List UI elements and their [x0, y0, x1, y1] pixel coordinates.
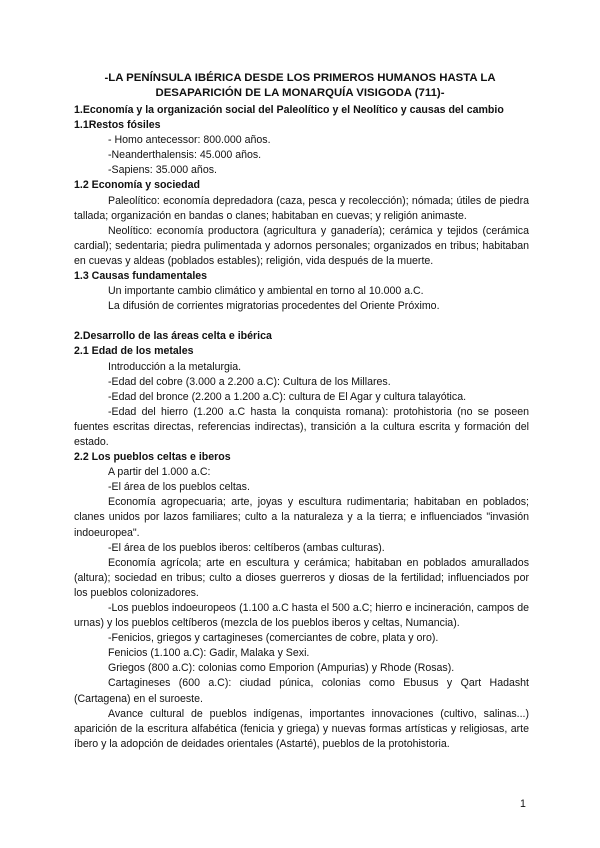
- paragraph: Griegos (800 a.C): colonias como Emporion (Ampurias) y Rhode (Rosas).: [108, 662, 455, 675]
- paragraph: -El área de los pueblos iberos: celtíberos (ambas culturas).: [108, 541, 385, 554]
- cause-item: La difusión de corrientes migratorias procedentes del Oriente Próximo.: [108, 300, 440, 313]
- paragraph: -Edad del bronce (2.200 a 1.200 a.C): cultura de El Agar y cultura talayótica.: [108, 390, 467, 403]
- fossil-item: - Homo antecessor: 800.000 años.: [108, 134, 271, 147]
- paragraph: Introducción a la metalurgia.: [108, 360, 242, 373]
- section-1-heading: 1.Economía y la organización social del Paleolítico y el Neolítico y causas del cambio: [74, 104, 504, 116]
- paragraph: Economía agrícola; arte en escultura y cerámica; habitaban en poblados amurallados (altura); sociedad en tribus; culto a dioses guerreros y diosas de la fertilidad; influenciados por los pueblos colonizadores.: [74, 556, 529, 599]
- paragraph: Avance cultural de pueblos indígenas, importantes innovaciones (cultivo, salinas...) aparición de la escritura alfabética (fenicia y griega) y nuevas formas artísticas y religiosas, arte íbero y la adopción de deidades orientales (Astarté), pueblos de la protohistoria.: [74, 707, 529, 750]
- paragraph: -Los pueblos indoeuropeos (1.100 a.C hasta el 500 a.C; hierro e incineración, campos de urnas) y los pueblos celtíberos (mezcla de los pueblos iberos y celtas, Numancia).: [74, 602, 529, 630]
- section-2-1-heading: 2.1 Edad de los metales: [74, 345, 194, 358]
- section-1-3-heading: 1.3 Causas fundamentales: [74, 270, 208, 283]
- paragraph: -El área de los pueblos celtas.: [108, 481, 250, 494]
- document-title: [60, 71, 540, 101]
- title-line-2: DESAPARICIÓN DE LA MONARQUÍA VISIGODA (711)-: [155, 87, 445, 99]
- section-1-1-heading: 1.1Restos fósiles: [74, 119, 161, 132]
- paragraph: A partir del 1.000 a.C:: [108, 466, 211, 479]
- paragraph: -Fenicios, griegos y cartagineses (comerciantes de cobre, plata y oro).: [108, 632, 439, 645]
- paragraph: Fenicios (1.100 a.C): Gadir, Malaka y Sexi.: [108, 647, 310, 660]
- document-body: [74, 103, 529, 752]
- cause-item: Un importante cambio climático y ambiental en torno al 10.000 a.C.: [108, 285, 424, 298]
- blank-line: [74, 314, 529, 329]
- paragraph: Economía agropecuaria; arte, joyas y escultura rudimentaria; habitaban en poblados; clanes unidos por lazos familiares; culto a la naturaleza y a la tierra; e influenciados "invasión indoeuropea".: [74, 496, 529, 539]
- section-2-2-heading: 2.2 Los pueblos celtas e iberos: [74, 451, 231, 464]
- paragraph: -Edad del hierro (1.200 a.C hasta la conquista romana): protohistoria (no se poseen fuentes escritas directas, referencias indirectas), transición a la cultura escrita y formación del estado.: [74, 405, 529, 448]
- page-number: 1: [520, 798, 526, 810]
- fossil-item: -Sapiens: 35.000 años.: [108, 164, 217, 177]
- section-2-heading: 2.Desarrollo de las áreas celta e ibérica: [74, 330, 272, 343]
- fossil-item: -Neanderthalensis: 45.000 años.: [108, 149, 262, 162]
- paragraph: Cartagineses (600 a.C): ciudad púnica, colonias como Ebusus y Qart Hadasht (Cartagena) en el suroeste.: [74, 677, 529, 705]
- section-1-2-heading: 1.2 Economía y sociedad: [74, 179, 200, 192]
- paragraph: -Edad del cobre (3.000 a 2.200 a.C): Cultura de los Millares.: [108, 375, 391, 388]
- paragraph: Neolítico: economía productora (agricultura y ganadería); cerámica y tejidos (cerámica cardial); sedentaria; piedra pulimentada y adornos personales; organizados en tribus; habitaban en cuevas y aldeas (poblados estables); religión, vida después de la muerte.: [74, 224, 529, 267]
- paragraph: Paleolítico: economía depredadora (caza, pesca y recolección); nómada; útiles de piedra tallada; organización en bandas o clanes; habitaban en cuevas; y religión animaste.: [74, 194, 529, 222]
- title-line-1: -LA PENÍNSULA IBÉRICA DESDE LOS PRIMEROS HUMANOS HASTA LA: [104, 72, 496, 84]
